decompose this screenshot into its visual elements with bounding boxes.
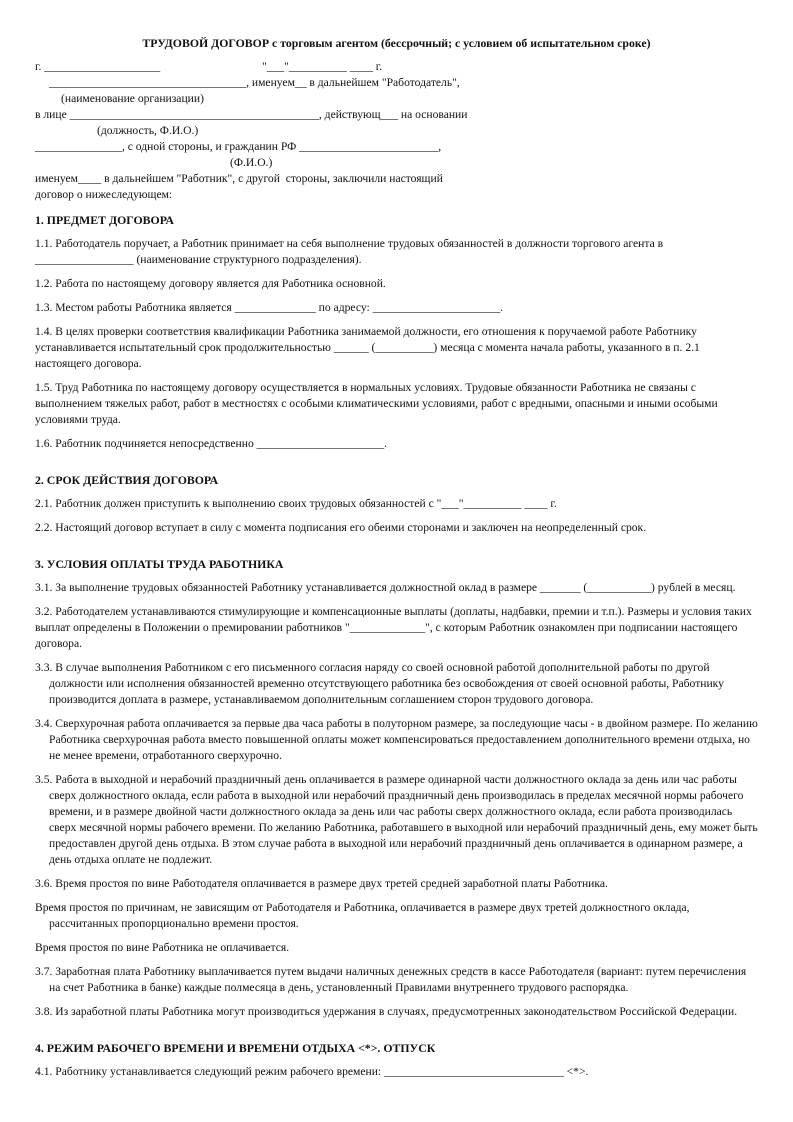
clause-2-2: 2.2. Настоящий договор вступает в силу с момента подписания его обеими сторонами и заключен на неопределенный срок. <box>35 521 647 534</box>
header-line-represented-by: в лице ___________________________________________, действующ___ на основании <box>35 108 468 121</box>
clause-3-6-no-fault: Время простоя по причинам, не зависящим от Работодателя и Работника, оплачивается в размере двух третей должностного оклада, рассчитанных пропорционально времени простоя. <box>35 901 690 930</box>
clause-3-3: 3.3. В случае выполнения Работником с его письменного согласия наряду со своей основной работой дополнительной работы по другой должности или исполнения обязанностей временно отсутствующего работника без освобождения от своей основной работы, Работнику производится доплата в размере, устанавливаемом дополнительным соглашением сторон трудового договора. <box>35 661 724 706</box>
document-title: ТРУДОВОЙ ДОГОВОР с торговым агентом (бессрочный; с условием об испытательном сроке) <box>142 36 651 50</box>
section-heading-payment: 3. УСЛОВИЯ ОПЛАТЫ ТРУДА РАБОТНИКА <box>35 557 284 571</box>
header-line-position-caption: (должность, Ф.И.О.) <box>97 124 199 137</box>
contract-body <box>35 212 759 1088</box>
header-line-citizen: _______________, с одной стороны, и гражданин РФ ________________________, <box>35 140 442 153</box>
clause-1-5: 1.5. Труд Работника по настоящему договору осуществляется в нормальных условиях. Трудовые обязанности Работника не связаны с выполнением тяжелых работ, работ в местностях с особыми климатическими условиями, работ с вредными, опасными и иными особыми условиями труда. <box>35 381 718 426</box>
clause-3-5: 3.5. Работа в выходной и нерабочий праздничный день оплачивается в размере одинарной части должностного оклада за день или час работы сверх должностного оклада, если работа в выходной или нерабочий праздничный день производилась в пределах месячной нормы рабочего времени, и в размере двойной части должностного оклада за день или час работы сверх должностного оклада, если работа производилась сверх месячной нормы рабочего времени. По желанию Работника, работавшего в выходной или нерабочий праздничный день, ему может быть предоставлен другой день отдыха. В этом случае работа в выходной или нерабочий праздничный день оплачивается в одинарном размере, а день отдыха оплате не подлежит. <box>35 773 758 866</box>
clause-1-6: 1.6. Работник подчиняется непосредственно ______________________. <box>35 437 388 450</box>
section-heading-work-time: 4. РЕЖИМ РАБОЧЕГО ВРЕМЕНИ И ВРЕМЕНИ ОТДЫХА <*>. ОТПУСК <box>35 1041 436 1055</box>
date-field: "___"__________ ____ г. <box>262 60 383 73</box>
header-line-employee: именуем____ в дальнейшем "Работник", с другой стороны, заключили настоящий <box>35 172 443 185</box>
clause-3-4: 3.4. Сверхурочная работа оплачивается за первые два часа работы в полуторном размере, за последующие часы - в двойном размере. По желанию Работника сверхурочная работа вместо повышенной оплаты может компенсироваться предоставлением дополнительного времени отдыха, но не менее времени, отработанного сверхурочно. <box>35 717 758 762</box>
clause-1-4: 1.4. В целях проверки соответствия квалификации Работника занимаемой должности, его отношения к поручаемой работе Работнику устанавливается испытательный срок продолжительностью ______ (__________) месяца с момента начала работы, указанного в п. 2.1 настоящего договора. <box>35 325 700 370</box>
city-field: г. ____________________ <box>35 60 161 73</box>
clause-4-1: 4.1. Работнику устанавливается следующий режим рабочего времени: _______________________________ <*>. <box>35 1065 589 1078</box>
clause-3-7: 3.7. Заработная плата Работнику выплачивается путем выдачи наличных денежных средств в кассе Работодателя (вариант: путем перечисления на счет Работника в банке) каждые полмесяца в день, установленный Правилами внутреннего трудового распорядка. <box>35 965 747 994</box>
header-line-city-date <box>35 59 755 75</box>
clause-1-1: 1.1. Работодатель поручает, а Работник принимает на себя выполнение трудовых обязанностей в должности торгового агента в _________________ (наименование структурного подразделения). <box>35 237 664 266</box>
clause-1-3: 1.3. Местом работы Работника является ______________ по адресу: ______________________. <box>35 301 504 314</box>
header-line-fio-caption: (Ф.И.О.) <box>230 156 273 169</box>
clause-3-2: 3.2. Работодателем устанавливаются стимулирующие и компенсационные выплаты (доплаты, надбавки, премии и т.п.). Размеры и условия таких выплат определены в Положении о премировании работников "_____________", с которым Работник ознакомлен при подписании настоящего договора. <box>35 605 752 650</box>
header-line-employer: __________________________________, именуем__ в дальнейшем "Работодатель", <box>49 76 460 89</box>
clause-2-1: 2.1. Работник должен приступить к выполнению своих трудовых обязанностей с "___"__________ ____ г. <box>35 497 557 510</box>
header-line-org-caption: (наименование организации) <box>61 92 204 105</box>
section-heading-term: 2. СРОК ДЕЙСТВИЯ ДОГОВОРА <box>35 473 219 487</box>
header-line-agreement: договор о нижеследующем: <box>35 188 173 201</box>
clause-3-8: 3.8. Из заработной платы Работника могут производиться удержания в случаях, предусмотренных законодательством Российской Федерации. <box>35 1005 738 1018</box>
clause-1-2: 1.2. Работа по настоящему договору является для Работника основной. <box>35 277 386 290</box>
section-heading-subject: 1. ПРЕДМЕТ ДОГОВОРА <box>35 213 174 227</box>
clause-3-6-employee-fault: Время простоя по вине Работника не оплачивается. <box>35 941 290 954</box>
contract-header <box>35 59 755 203</box>
clause-3-6: 3.6. Время простоя по вине Работодателя оплачивается в размере двух третей средней заработной платы Работника. <box>35 877 608 890</box>
clause-3-1: 3.1. За выполнение трудовых обязанностей Работнику устанавливается должностной оклад в размере _______ (___________) рублей в месяц. <box>35 581 736 594</box>
